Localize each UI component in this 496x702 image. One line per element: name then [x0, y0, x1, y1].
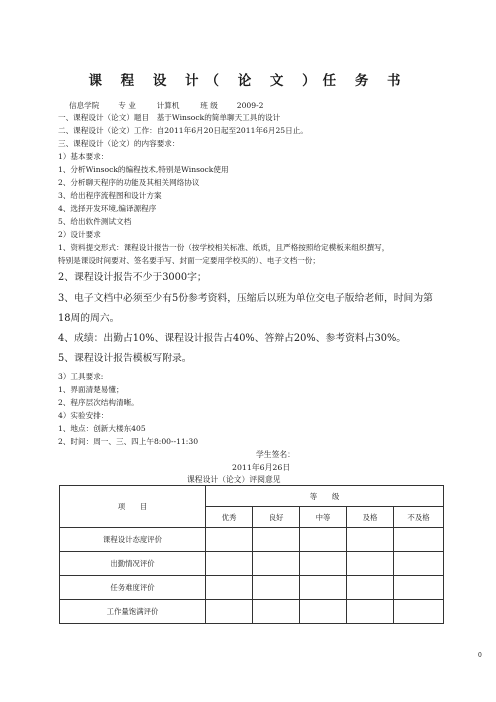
table-row — [60, 576, 444, 600]
design-requirement-item: 18周的周六。 — [58, 313, 120, 324]
content-requirements-heading: 三、课程设计（论文）的内容要求： — [58, 139, 180, 148]
grade-cell — [253, 552, 300, 576]
row-label: 任务难度评价 — [60, 576, 206, 600]
table-row — [60, 528, 444, 552]
table-caption: 课程设计（论文）评阅意见 — [187, 475, 281, 484]
signature-date: 2011年6月26日 — [232, 463, 291, 472]
design-requirement-item: 4、成绩：出勤占10%、课程设计报告占40%、答辩占20%、参考资料占30%。 — [58, 333, 407, 344]
requirement-item: 4、选择开发环境,编译源程序 — [58, 204, 157, 213]
grade-cell — [347, 528, 394, 552]
page-title: 课 程 设 计（ 论 文 ）任 务 书 — [88, 73, 408, 89]
grade-cell — [394, 576, 444, 600]
table-row — [60, 552, 444, 576]
grade-cell — [206, 576, 253, 600]
tool-requirement-item: 1、界面清楚易懂； — [58, 385, 124, 394]
grade-cell — [394, 528, 444, 552]
grade-excellent-header: 优秀 — [206, 507, 253, 528]
grade-cell — [253, 600, 300, 624]
design-requirement-item: 1、资料提交形式：课程设计报告一份（按学校相关标准、纸质，且严格按照给定模板来组织撰写， — [58, 243, 390, 252]
schedule-item: 1、地点：创新大楼东405 — [58, 424, 146, 433]
grade-cell — [347, 552, 394, 576]
tool-requirement-item: 2、程序层次结构清晰。 — [58, 398, 139, 407]
requirement-item: 1、分析Winsock的编程技术,特别是Winsock使用 — [58, 165, 229, 174]
student-info-line — [69, 101, 263, 111]
grade-cell — [300, 576, 347, 600]
grade-cell — [206, 552, 253, 576]
grade-cell — [300, 552, 347, 576]
requirement-item: 3、给出程序流程图和设计方案 — [58, 191, 162, 200]
class-value: 2009-2 — [236, 101, 264, 110]
design-requirement-item: 2、课程设计报告不少于3000字； — [58, 272, 207, 283]
student-signature-label: 学生签名： — [256, 450, 295, 459]
grade-cell — [394, 600, 444, 624]
design-requirement-item: 5、课程设计报告模板写附录。 — [58, 353, 192, 364]
schedule-item: 2、时间：周一、三、四上午8:00--11:30 — [58, 437, 199, 446]
grade-cell — [300, 528, 347, 552]
grade-cell — [347, 600, 394, 624]
design-requirement-item: 3、电子文档中必须至少有5份参考资料，压缩后以班为单位交电子版给老师，时间为第 — [58, 293, 433, 304]
major-value: 计算机 — [156, 101, 180, 110]
row-label: 出勤情况评价 — [60, 552, 206, 576]
basic-requirements-heading: 1）基本要求： — [58, 152, 109, 161]
requirement-item: 2、分析聊天程序的功能及其相关网络协议 — [58, 178, 200, 187]
item-header: 项 目 — [60, 486, 206, 528]
college-text: 信息学院 — [69, 101, 100, 110]
evaluation-table — [59, 485, 444, 624]
schedule-heading: 4）实验安排： — [58, 411, 109, 420]
table-row — [60, 600, 444, 624]
work-period-line: 二、课程设计（论文）工作：自2011年6月20日起至2011年6月25日止。 — [58, 126, 308, 135]
row-label: 课程设计态度评价 — [60, 528, 206, 552]
grade-cell — [347, 576, 394, 600]
grade-cell — [206, 600, 253, 624]
grade-pass-header: 及格 — [347, 507, 394, 528]
class-label: 班 级 — [200, 101, 218, 110]
grade-average-header: 中等 — [300, 507, 347, 528]
design-requirement-item: 特别是课设时间要对、签名要手写、封面一定要用学校买的）、电子文档一份； — [58, 256, 320, 265]
major-label: 专 业 — [118, 101, 136, 110]
row-label: 工作量饱满评价 — [60, 600, 206, 624]
topic-line: 一、课程设计（论文）题目 基于Winsock的简单聊天工具的设计 — [58, 113, 281, 122]
tool-requirements-heading: 3）工具要求: — [58, 372, 104, 381]
grade-cell — [253, 528, 300, 552]
grade-header: 等 级 — [206, 486, 444, 507]
grade-cell — [253, 576, 300, 600]
design-requirements-heading: 2）设计要求 — [58, 230, 101, 239]
grade-cell — [300, 600, 347, 624]
page-number: 0 — [478, 652, 482, 659]
grade-cell — [394, 552, 444, 576]
grade-good-header: 良好 — [253, 507, 300, 528]
grade-cell — [206, 528, 253, 552]
requirement-item: 5、给出软件测试文档 — [58, 217, 132, 226]
grade-fail-header: 不及格 — [394, 507, 444, 528]
